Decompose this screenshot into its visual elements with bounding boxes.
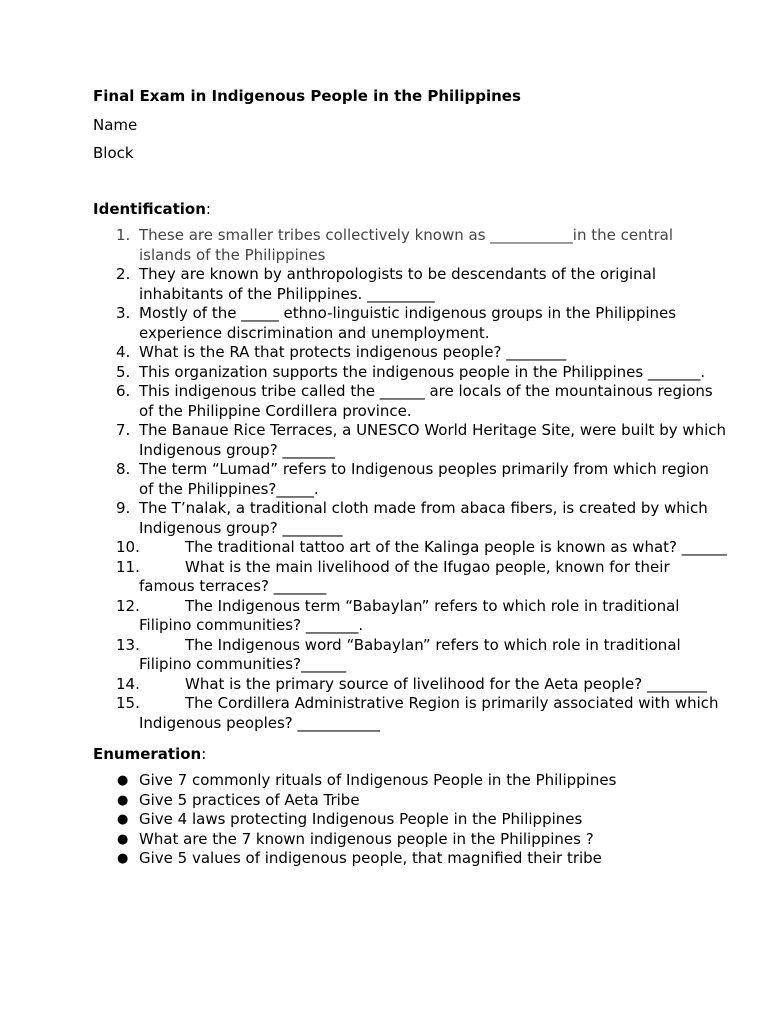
enumeration-list <box>93 771 728 869</box>
name-label: Name <box>93 116 138 134</box>
enumeration-item <box>93 810 728 830</box>
enumeration-heading <box>93 744 728 764</box>
question-number: 13. <box>116 635 140 654</box>
enumeration-text: What are the 7 known indigenous people in the Philippines ? <box>139 829 594 848</box>
identification-list <box>93 226 728 733</box>
question-number: 8. <box>116 460 131 478</box>
enumeration-item <box>93 791 728 811</box>
question-item <box>93 675 728 695</box>
enumeration-item <box>93 830 728 850</box>
question-text: The Indigenous term “Babaylan” refers to which role in traditional Filipino communities? _______. <box>139 596 680 634</box>
question-item <box>93 226 728 265</box>
bullet-icon: ● <box>117 851 129 867</box>
question-number: 5. <box>116 362 131 381</box>
question-number: 3. <box>116 304 131 322</box>
block-label: Block <box>93 144 134 162</box>
enumeration-text: Give 5 practices of Aeta Tribe <box>139 790 360 809</box>
bullet-icon: ● <box>117 792 129 808</box>
enumeration-heading-colon: : <box>201 745 207 763</box>
question-number: 12. <box>116 596 140 615</box>
question-text: What is the primary source of livelihood for the Aeta people? ________ <box>185 674 707 693</box>
question-text: Mostly of the _____ ethno-linguistic indigenous groups in the Philippines experience discrimination and unemployment. <box>139 304 677 342</box>
question-number: 15. <box>116 694 140 712</box>
question-text: What is the RA that protects indigenous people? ________ <box>139 343 567 361</box>
question-text: The Banaue Rice Terraces, a UNESCO World Heritage Site, were built by which Indigenous group? _______ <box>139 421 727 459</box>
enumeration-heading-text: Enumeration <box>93 745 202 763</box>
question-item <box>93 499 728 538</box>
question-text: The Cordillera Administrative Region is primarily associated with which Indigenous peoples? ___________ <box>139 694 719 732</box>
question-item <box>93 538 728 558</box>
question-item <box>93 343 728 363</box>
question-text: The T’nalak, a traditional cloth made from abaca fibers, is created by which Indigenous group? ________ <box>139 499 708 537</box>
enumeration-text: Give 5 values of indigenous people, that magnified their tribe <box>139 849 602 868</box>
question-number: 14. <box>116 674 140 693</box>
question-number: 7. <box>116 421 131 439</box>
question-text: The traditional tattoo art of the Kalinga people is known as what? ______ <box>185 538 727 556</box>
bullet-icon: ● <box>117 831 129 847</box>
question-item <box>93 304 728 343</box>
question-item <box>93 460 728 499</box>
question-number: 10. <box>116 538 140 556</box>
question-number: 1. <box>116 226 131 244</box>
identification-heading <box>93 199 728 219</box>
page-title: Final Exam in Indigenous People in the Philippines <box>93 87 521 105</box>
bullet-icon: ● <box>117 773 129 788</box>
enumeration-item <box>93 771 728 791</box>
question-text: The Indigenous word “Babaylan” refers to which role in traditional Filipino communities?______ <box>139 635 681 673</box>
enumeration-text: Give 4 laws protecting Indigenous People in the Philippines <box>139 810 583 829</box>
question-number: 2. <box>116 265 131 283</box>
question-item <box>93 363 728 383</box>
question-item <box>93 382 728 421</box>
question-text: The term “Lumad” refers to Indigenous peoples primarily from which region of the Philippines?_____. <box>139 460 709 498</box>
question-text: They are known by anthropologists to be descendants of the original inhabitants of the Philippines. _________ <box>139 265 657 303</box>
bullet-icon: ● <box>117 812 129 828</box>
question-text: This organization supports the indigenous people in the Philippines _______. <box>139 362 706 381</box>
question-number: 9. <box>116 499 131 517</box>
question-number: 4. <box>116 343 131 361</box>
enumeration-item <box>93 849 728 869</box>
question-text: This indigenous tribe called the ______ are locals of the mountainous regions of the Philippine Cordillera province. <box>139 382 713 420</box>
question-item <box>93 421 728 460</box>
enumeration-text: Give 7 commonly rituals of Indigenous People in the Philippines <box>139 771 617 789</box>
question-text: These are smaller tribes collectively known as ___________in the central islands of the Philippines <box>139 226 674 264</box>
identification-heading-colon: : <box>205 200 211 218</box>
question-item <box>93 265 728 304</box>
question-item <box>93 597 728 636</box>
question-item <box>93 694 728 733</box>
question-item <box>93 636 728 675</box>
question-number: 11. <box>116 557 140 576</box>
identification-heading-text: Identification <box>93 200 206 218</box>
question-number: 6. <box>116 382 131 400</box>
question-item <box>93 558 728 597</box>
question-text: What is the main livelihood of the Ifugao people, known for their famous terraces? _______ <box>139 557 670 595</box>
